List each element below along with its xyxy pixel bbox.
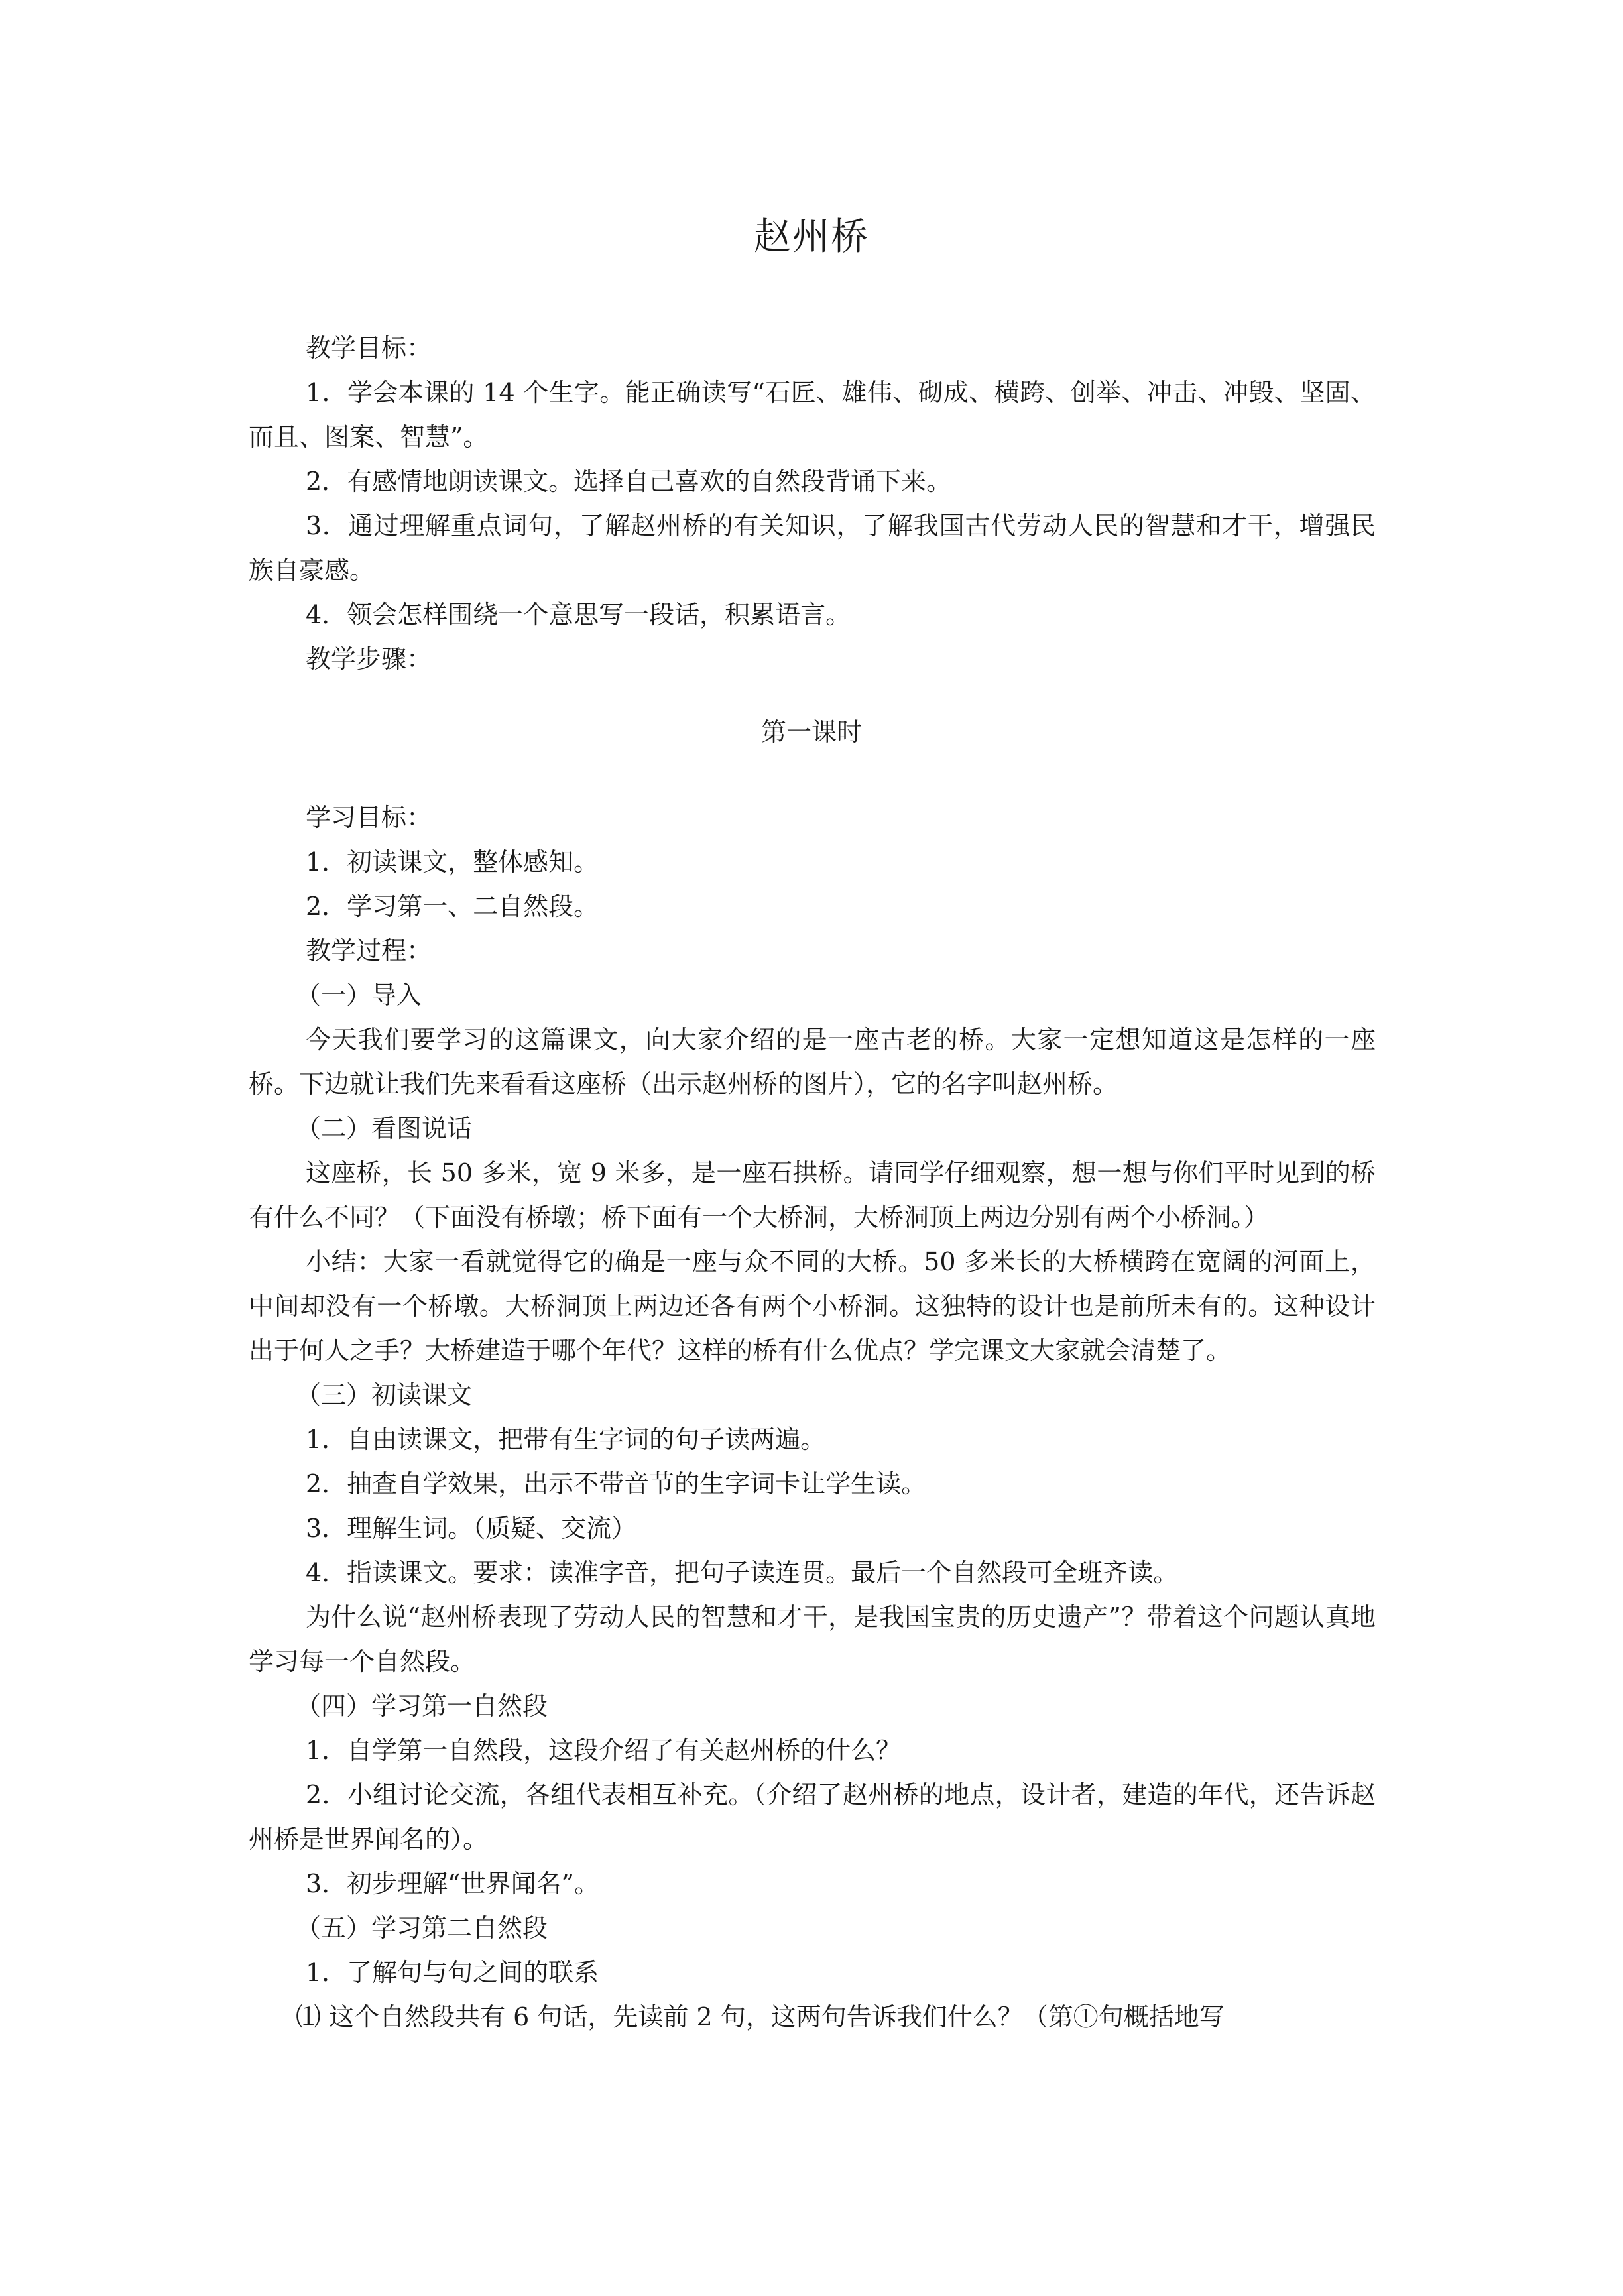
paragraph: 为什么说“赵州桥表现了劳动人民的智慧和才干，是我国宝贵的历史遗产”？带着这个问题认真地学习每一个自然段。 <box>249 1602 1376 1676</box>
teaching-objectives-section <box>249 326 1376 682</box>
paragraph: 3．初步理解“世界闻名”。 <box>306 1869 600 1898</box>
paragraph: 教学目标： <box>306 333 432 363</box>
paragraph: 教学过程： <box>306 936 432 965</box>
paragraph: ⑴ 这个自然段共有 6 句话，先读前 2 句，这两句告诉我们什么？（第①句概括地写 <box>296 2002 1225 2031</box>
section-heading: （二）看图说话 <box>296 1114 473 1143</box>
section-heading: （三）初读课文 <box>296 1380 473 1410</box>
paragraph: 这座桥，长 50 多米，宽 9 米多，是一座石拱桥。请同学仔细观察，想一想与你们平时见到的桥有什么不同？（下面没有桥墩；桥下面有一个大桥洞，大桥洞顶上两边分别有两个小桥洞。） <box>249 1158 1376 1232</box>
paragraph: 3．通过理解重点词句，了解赵州桥的有关知识，了解我国古代劳动人民的智慧和才干，增强民族自豪感。 <box>249 511 1376 585</box>
paragraph: 1．初读课文，整体感知。 <box>306 847 599 876</box>
lesson-body-section <box>249 796 1376 2039</box>
section-heading: （一）导入 <box>296 981 422 1010</box>
paragraph: 2．有感情地朗读课文。选择自己喜欢的自然段背诵下来。 <box>306 467 952 496</box>
paragraph: 3．理解生词。（质疑、交流） <box>306 1514 637 1543</box>
document-title: 赵州桥 <box>754 215 869 259</box>
paragraph: 2．小组讨论交流，各组代表相互补充。（介绍了赵州桥的地点，设计者，建造的年代，还告诉赵州桥是世界闻名的）。 <box>249 1780 1376 1854</box>
section-heading: （五）学习第二自然段 <box>296 1913 548 1943</box>
paragraph: 2．学习第一、二自然段。 <box>306 892 599 921</box>
paragraph: 学习目标： <box>306 803 432 832</box>
paragraph: 2．抽查自学效果，出示不带音节的生字词卡让学生读。 <box>306 1469 927 1498</box>
paragraph: 1．了解句与句之间的联系 <box>306 1958 599 1987</box>
paragraph: 1．自由读课文，把带有生字词的句子读两遍。 <box>306 1425 826 1454</box>
paragraph: 4．领会怎样围绕一个意思写一段话，积累语言。 <box>306 600 851 629</box>
section-heading: （四）学习第一自然段 <box>296 1691 548 1721</box>
paragraph: 今天我们要学习的这篇课文，向大家介绍的是一座古老的桥。大家一定想知道这是怎样的一座桥。下边就让我们先来看看这座桥（出示赵州桥的图片），它的名字叫赵州桥。 <box>249 1025 1376 1099</box>
paragraph: 教学步骤： <box>306 644 432 674</box>
paragraph: 小结：大家一看就觉得它的确是一座与众不同的大桥。50 多米长的大桥横跨在宽阔的河面上，中间却没有一个桥墩。大桥洞顶上两边还各有两个小桥洞。这独特的设计也是前所未有的。这种设计出于何人之手？大桥建造于哪个年代？这样的桥有什么优点？学完课文大家就会清楚了。 <box>249 1247 1376 1365</box>
paragraph: 1．学会本课的 14 个生字。能正确读写“石匠、雄伟、砌成、横跨、创举、冲击、冲毁、坚固、而且、图案、智慧”。 <box>249 378 1376 452</box>
paragraph: 4．指读课文。要求：读准字音，把句子读连贯。最后一个自然段可全班齐读。 <box>306 1558 1179 1587</box>
lesson-heading: 第一课时 <box>760 717 862 747</box>
paragraph: 1．自学第一自然段，这段介绍了有关赵州桥的什么？ <box>306 1736 902 1765</box>
